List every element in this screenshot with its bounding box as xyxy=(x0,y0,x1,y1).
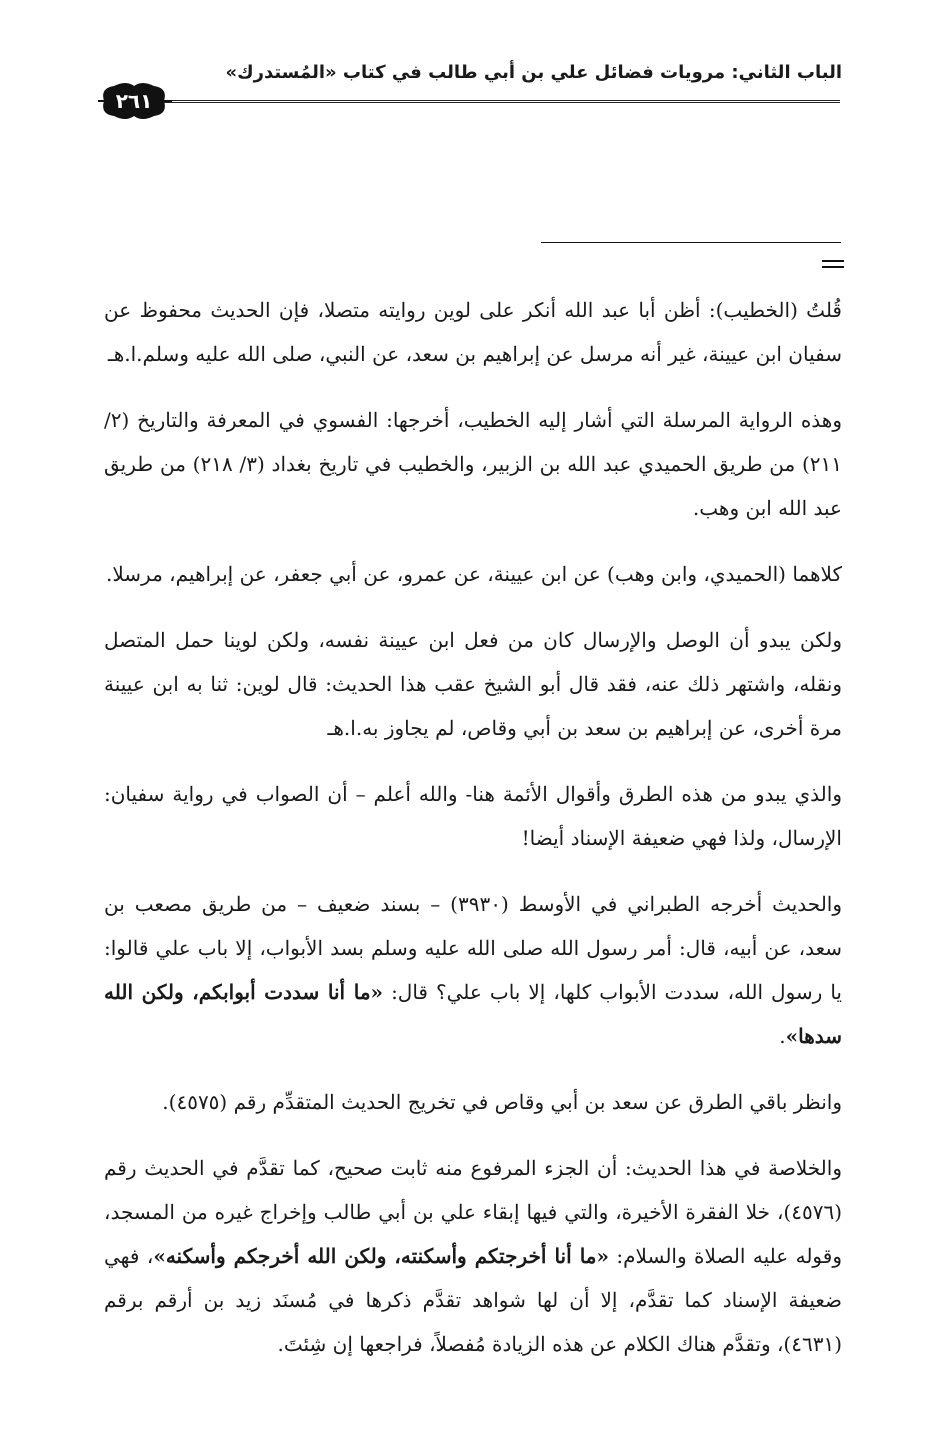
hadith-quote-bold: «ما أنا سددت أبوابكم، ولكن الله سدها» xyxy=(104,980,842,1048)
paragraph-8: والخلاصة في هذا الحديث: أن الجزء المرفوع منه ثابت صحيح، كما تقدَّم في الحديث رقم (٤٥٧٦)، خلا الفقرة الأخيرة، والتي فيها إبقاء علي بن أبي طالب وإخراج غيره من المسجد، وقوله عليه الصلاة والسلام: «ما أنا أخرجتكم وأسكنته، ولكن الله أخرجكم وأسكنه»، فهي ضعيفة الإسناد كما تقدَّم، إلا أن لها شواهد تقدَّم ذكرها في مُسنَد زيد بن أرقم برقم (٤٦٣١)، وتقدَّم هناك الكلام عن هذه الزيادة مُفصلاً، فراجعها إن شِئتَ. xyxy=(104,1156,842,1356)
continued-marker xyxy=(822,260,844,272)
hadith-quote-bold: «ما أنا أخرجتكم وأسكنته، ولكن الله أخرجكم وأسكنه» xyxy=(153,1244,609,1268)
paragraph-1: قُلتُ (الخطيب): أظن أبا عبد الله أنكر على لوين روايته متصلا، فإن الحديث محفوظ عن سفيان ابن عيينة، غير أنه مرسل عن إبراهيم بن سعد، عن النبي، صلى الله عليه وسلم.ا.هـ xyxy=(104,298,842,366)
running-header-title: الباب الثاني: مرويات فضائل علي بن أبي طالب في كتاب «المُستدرك» xyxy=(225,62,842,83)
page-number-badge xyxy=(96,80,172,122)
header-divider xyxy=(160,100,840,103)
paragraph-6: والحديث أخرجه الطبراني في الأوسط (٣٩٣٠) – بسند ضعيف – من طريق مصعب بن سعد، عن أبيه، قال: أمر رسول الله صلى الله عليه وسلم بسد الأبواب، إلا باب علي قالوا: يا رسول الله، سددت الأبواب كلها، إلا باب علي؟ قال: «ما أنا سددت أبوابكم، ولكن الله سدها». xyxy=(104,892,842,1048)
footnote-body xyxy=(104,288,842,1388)
paragraph-2: وهذه الرواية المرسلة التي أشار إليه الخطيب، أخرجها: الفسوي في المعرفة والتاريخ (٢/ ٢١١) من طريق الحميدي عبد الله بن الزبير، والخطيب في تاريخ بغداد (٣/ ٢١٨) من طريق عبد الله ابن وهب. xyxy=(104,408,843,520)
paragraph-5: والذي يبدو من هذه الطرق وأقوال الأئمة هنا- والله أعلم – أن الصواب في رواية سفيان: الإرسال، ولذا فهي ضعيفة الإسناد أيضا! xyxy=(104,782,842,850)
paragraph-3: كلاهما (الحميدي، وابن وهب) عن ابن عيينة، عن عمرو، عن أبي جعفر، عن إبراهيم، مرسلا. xyxy=(106,562,842,586)
paragraph-4: ولكن يبدو أن الوصل والإرسال كان من فعل ابن عيينة نفسه، ولكن لوينا حمل المتصل ونقله، واشتهر ذلك عنه، فقد قال أبو الشيخ عقب هذا الحديث: قال لوين: ثنا به ابن عيينة مرة أخرى، عن إبراهيم بن سعد بن أبي وقاص، لم يجاوز به.ا.هـ xyxy=(104,628,842,740)
paragraph-7: وانظر باقي الطرق عن سعد بن أبي وقاص في تخريج الحديث المتقدِّم رقم (٤٥٧٥). xyxy=(162,1090,842,1114)
page-number: ٢٦١ xyxy=(115,89,153,113)
footnote-separator xyxy=(541,242,841,243)
